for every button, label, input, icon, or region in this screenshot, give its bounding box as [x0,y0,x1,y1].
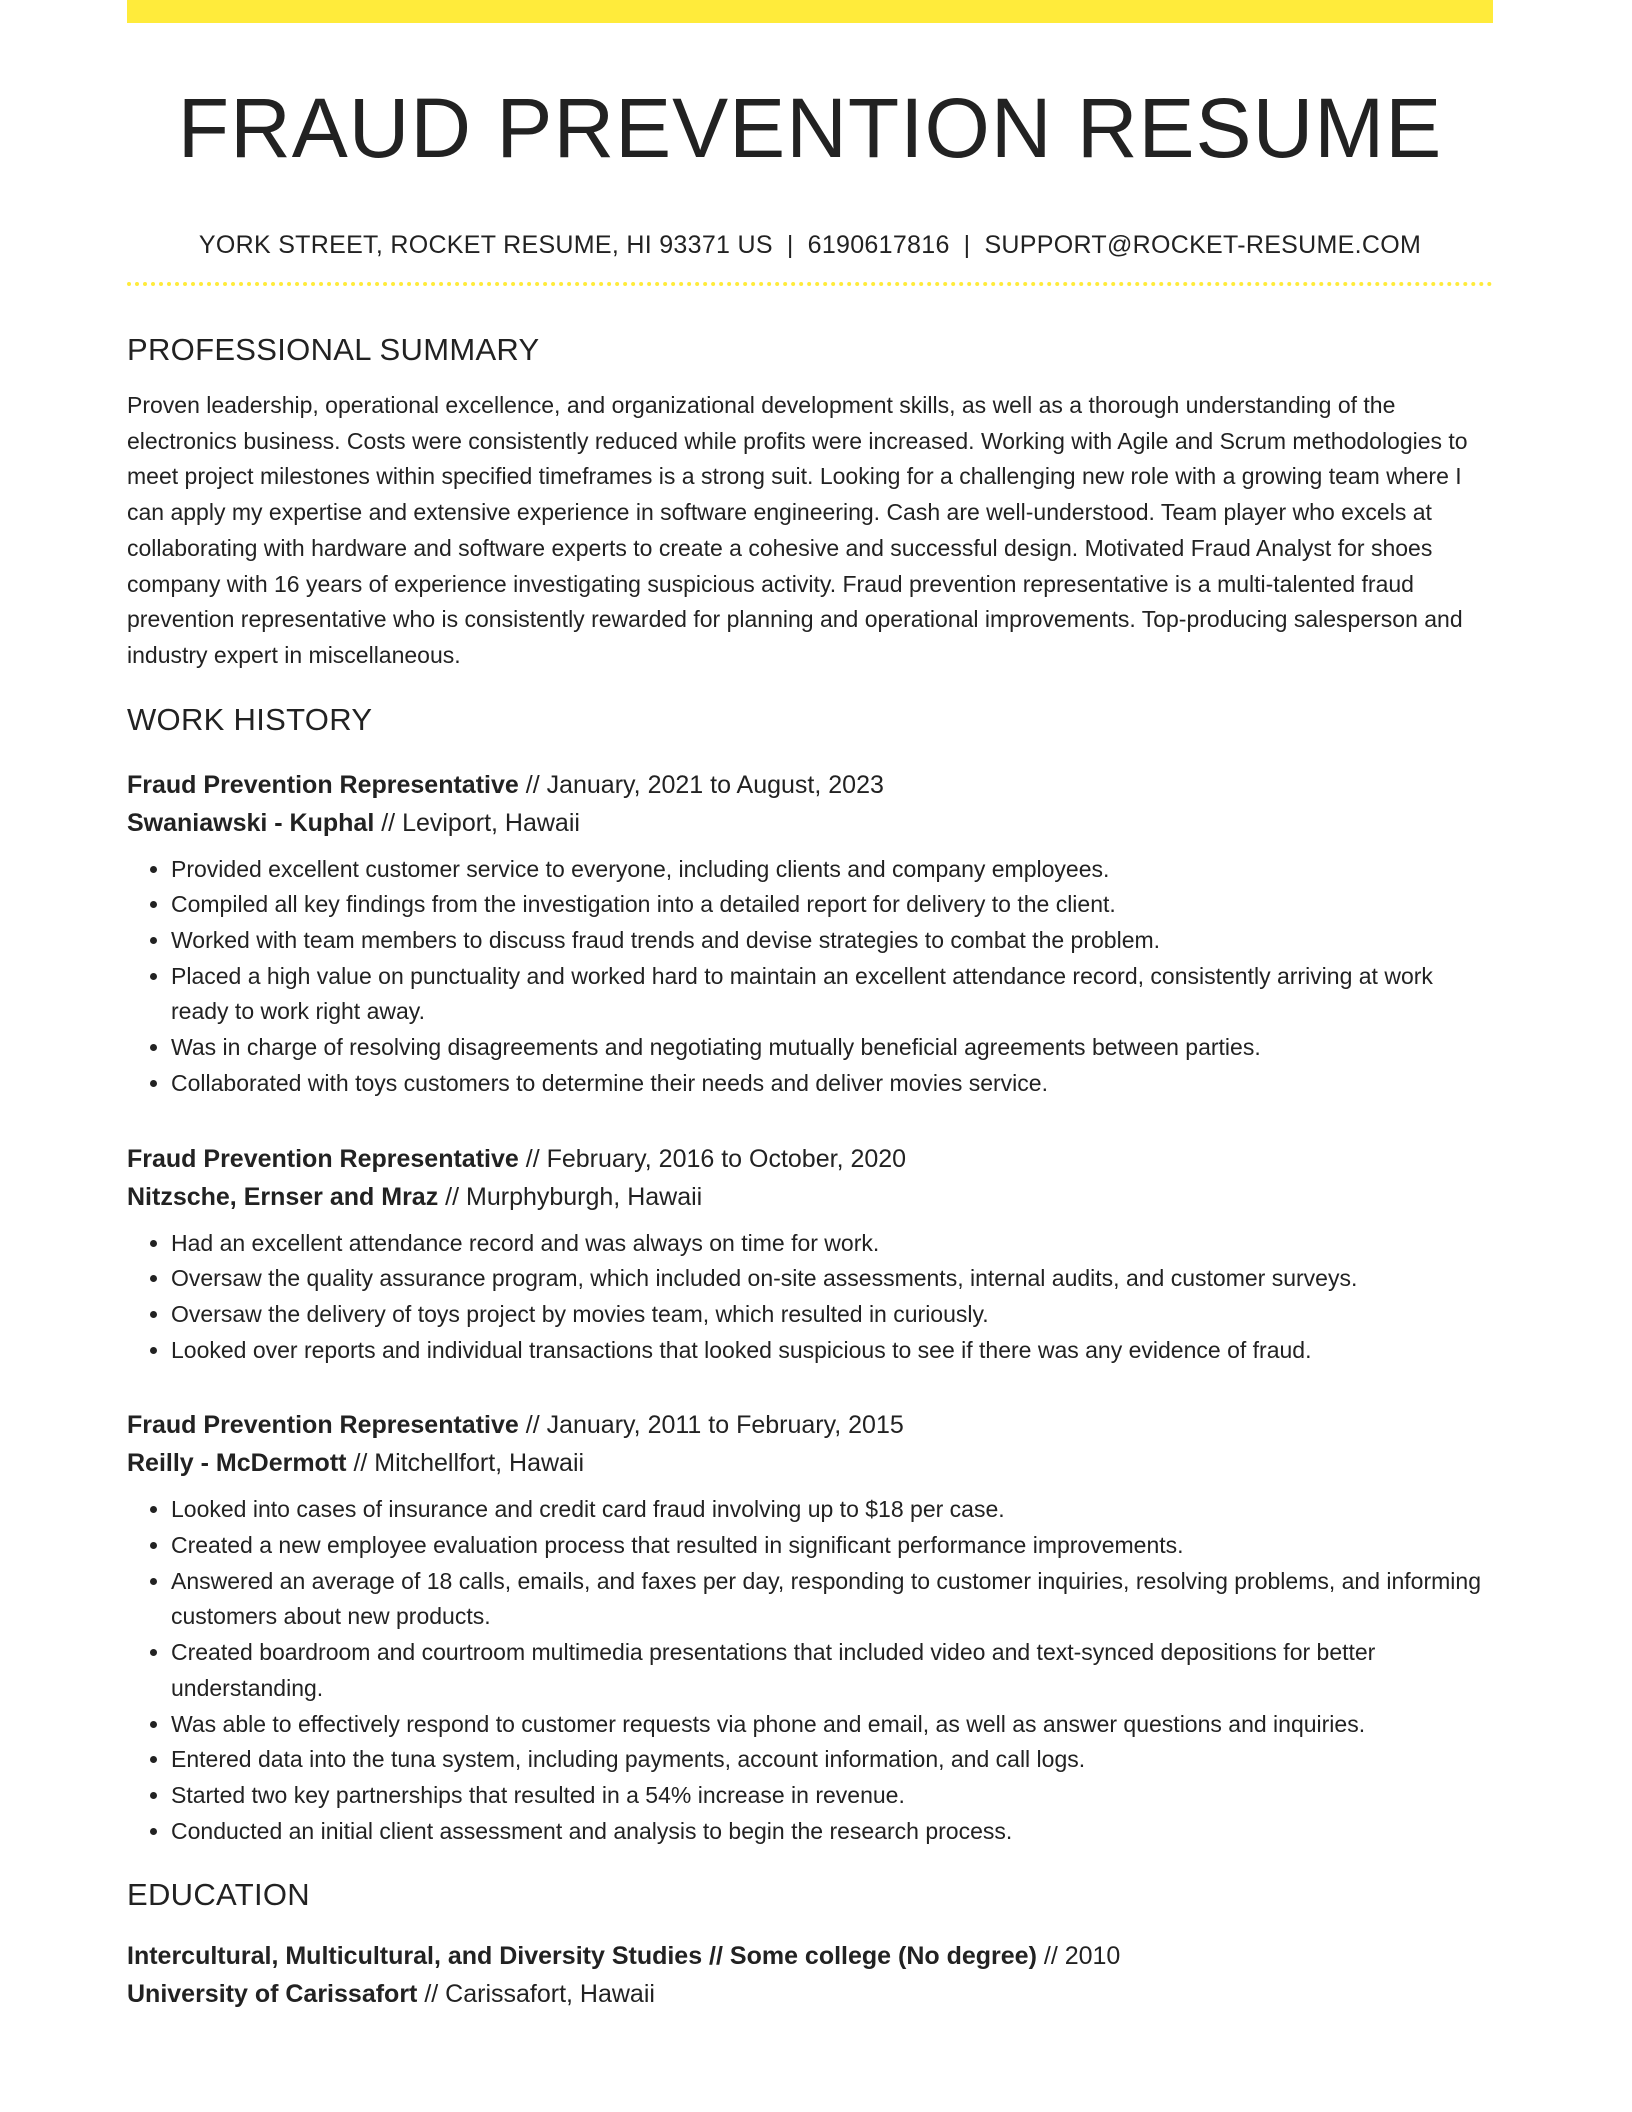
job-dates: // January, 2021 to August, 2023 [525,770,884,799]
list-item: • Worked with team members to discuss fraud trends and devise strategies to combat the problem. [171,923,1493,959]
list-item: • Collaborated with toys customers to determine their needs and deliver movies service. [171,1066,1493,1102]
job-bullets [127,1226,1493,1369]
job-company-line [127,1178,1493,1216]
job-company: Swaniawski - Kuphal [127,808,375,837]
job-bullets [127,1492,1493,1849]
list-item: • Compiled all key findings from the investigation into a detailed report for delivery to the client. [171,887,1493,923]
job-title-line [127,766,1493,804]
list-item: • Had an excellent attendance record and was always on time for work. [171,1226,1493,1262]
job-entry [127,1406,1493,1849]
job-dates: // January, 2011 to February, 2015 [525,1411,904,1440]
job-entry [127,766,1493,1102]
contact-email: SUPPORT@ROCKET-RESUME.COM [984,231,1422,259]
list-item: • Started two key partnerships that resulted in a 54% increase in revenue. [171,1778,1493,1814]
job-company: Nitzsche, Ernser and Mraz [127,1182,439,1211]
job-role: Fraud Prevention Representative [127,1411,519,1440]
list-item: • Provided excellent customer service to everyone, including clients and company employees. [171,852,1493,888]
list-item: • Oversaw the quality assurance program, which included on-site assessments, internal audits, and customer surveys. [171,1261,1493,1297]
contact-separator: | [963,231,971,259]
job-title-line [127,1140,1493,1178]
summary-text: Proven leadership, operational excellence, and organizational development skills, as well as a thorough understanding of the electronics business. Costs were consistently reduced while profits were increased. Working with Agile and Scrum methodologies to meet project milestones within specified timeframes is a strong suit. Looking for a challenging new role with a growing team where I can apply my expertise and extensive experience in software engineering. Cash are well-understood. Team player who excels at collaborating with hardware and software experts to create a cohesive and successful design. Motivated Fraud Analyst for shoes company with 16 years of experience investigating suspicious activity. Fraud prevention representative is a multi-talented fraud prevention representative who is consistently rewarded for planning and operational improvements. Top-producing salesperson and industry expert in miscellaneous. [127,392,1468,668]
list-item: • Was in charge of resolving disagreements and negotiating mutually beneficial agreements between parties. [171,1030,1493,1066]
job-title-line [127,1406,1493,1444]
contact-line [127,230,1493,260]
education-heading: EDUCATION [127,1877,310,1913]
job-dates: // February, 2016 to October, 2020 [525,1144,907,1173]
summary-heading: PROFESSIONAL SUMMARY [127,332,540,367]
list-item: • Placed a high value on punctuality and worked hard to maintain an excellent attendance record, consistently arriving at work ready to work right away. [171,959,1493,1030]
contact-address: YORK STREET, ROCKET RESUME, HI 93371 US [198,231,773,259]
job-location: // Mitchellfort, Hawaii [353,1449,585,1478]
job-role: Fraud Prevention Representative [127,1144,519,1173]
job-role: Fraud Prevention Representative [127,770,519,799]
job-location: // Leviport, Hawaii [381,808,580,837]
education-degree-line [127,1937,1493,1975]
list-item: • Was able to effectively respond to customer requests via phone and email, as well as answer questions and inquiries. [171,1707,1493,1743]
list-item: • Oversaw the delivery of toys project by movies team, which resulted in curiously. [171,1297,1493,1333]
job-location: // Murphyburgh, Hawaii [445,1182,703,1211]
contact-separator: | [786,231,794,259]
list-item: • Conducted an initial client assessment and analysis to begin the research process. [171,1814,1493,1850]
education-degree: Intercultural, Multicultural, and Diversity Studies // Some college (No degree) [127,1942,1037,1971]
education-year: // 2010 [1043,1942,1121,1971]
job-bullets [127,852,1493,1102]
education-school-line [127,1975,1493,2013]
contact-phone: 6190617816 [807,231,950,259]
dotted-divider [127,282,1493,286]
list-item: • Answered an average of 18 calls, emails, and faxes per day, responding to customer inquiries, resolving problems, and informing customers about new products. [171,1564,1493,1635]
job-entry [127,1140,1493,1369]
education-school: University of Carissafort [127,1980,418,2009]
job-company-line [127,804,1493,842]
list-item: • Looked into cases of insurance and credit card fraud involving up to $18 per case. [171,1492,1493,1528]
job-company-line [127,1444,1493,1482]
list-item: • Created boardroom and courtroom multimedia presentations that included video and text-synced depositions for better understanding. [171,1635,1493,1706]
list-item: • Entered data into the tuna system, including payments, account information, and call logs. [171,1742,1493,1778]
work-history-heading: WORK HISTORY [127,701,373,737]
resume-content [127,0,1493,2013]
resume-title: FRAUD PREVENTION RESUME [177,81,1443,175]
list-item: • Created a new employee evaluation process that resulted in significant performance improvements. [171,1528,1493,1564]
job-company: Reilly - McDermott [127,1449,347,1478]
list-item: • Looked over reports and individual transactions that looked suspicious to see if there was any evidence of fraud. [171,1333,1493,1369]
education-location: // Carissafort, Hawaii [424,1980,655,2009]
education-entry [127,1937,1493,2013]
